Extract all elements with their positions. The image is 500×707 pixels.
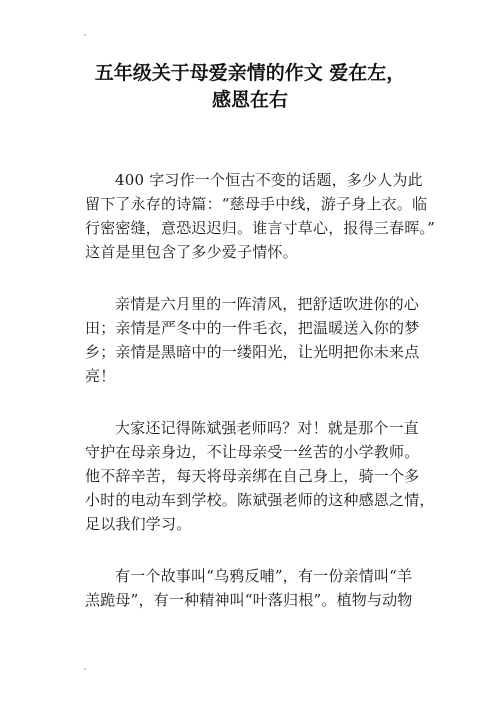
text-line: 守护在母亲身边，不让母亲受一丝苦的小学教师。 — [85, 443, 420, 461]
page-corner-mark — [84, 668, 86, 670]
article-title — [60, 60, 440, 114]
text-line: 大家还记得陈斌强老师吗？对！就是那个一直 — [115, 419, 420, 437]
article-body — [85, 168, 435, 640]
paragraph-2 — [85, 292, 425, 388]
text-line: 他不辞辛苦，每天将母亲绑在自己身上，骑一个多 — [85, 467, 420, 485]
text-line: 羔跪母”，有一种精神叫“叶落归根”。植物与动物 — [85, 591, 413, 609]
text-line: 400 字习作一个恒古不变的话题，多少人为此 — [115, 171, 423, 189]
text-line: 亲情是六月里的一阵清风，把舒适吹进你的心 — [115, 295, 420, 313]
text-line: 足以我们学习。 — [85, 515, 192, 533]
text-line: 行密密缝，意恐迟迟归。谁言寸草心，报得三春晖。” — [85, 219, 435, 237]
page-corner-mark — [84, 34, 86, 36]
text-line: 有一个故事叫“乌鸦反哺”，有一份亲情叫“羊 — [115, 567, 413, 585]
text-line: 乡；亲情是黑暗中的一缕阳光，让光明把你未来点 — [85, 343, 420, 361]
text-line: 小时的电动车到学校。陈斌强老师的这种感恩之情， — [85, 491, 435, 509]
text-line: 这首是里包含了多少爱子情怀。 — [85, 243, 298, 261]
paragraph-3 — [85, 416, 435, 536]
paragraph-4 — [85, 564, 425, 612]
text-line: 留下了永存的诗篇：“慈母手中线，游子身上衣。临 — [85, 195, 428, 213]
text-line: 田；亲情是严冬中的一件毛衣，把温暖送入你的梦 — [85, 319, 420, 337]
paragraph-1 — [85, 168, 435, 264]
title-line-1: 五年级关于母爱亲情的作文 爱在左， — [94, 62, 406, 84]
text-line: 亮！ — [85, 367, 116, 385]
title-line-2: 感恩在右 — [211, 89, 288, 111]
